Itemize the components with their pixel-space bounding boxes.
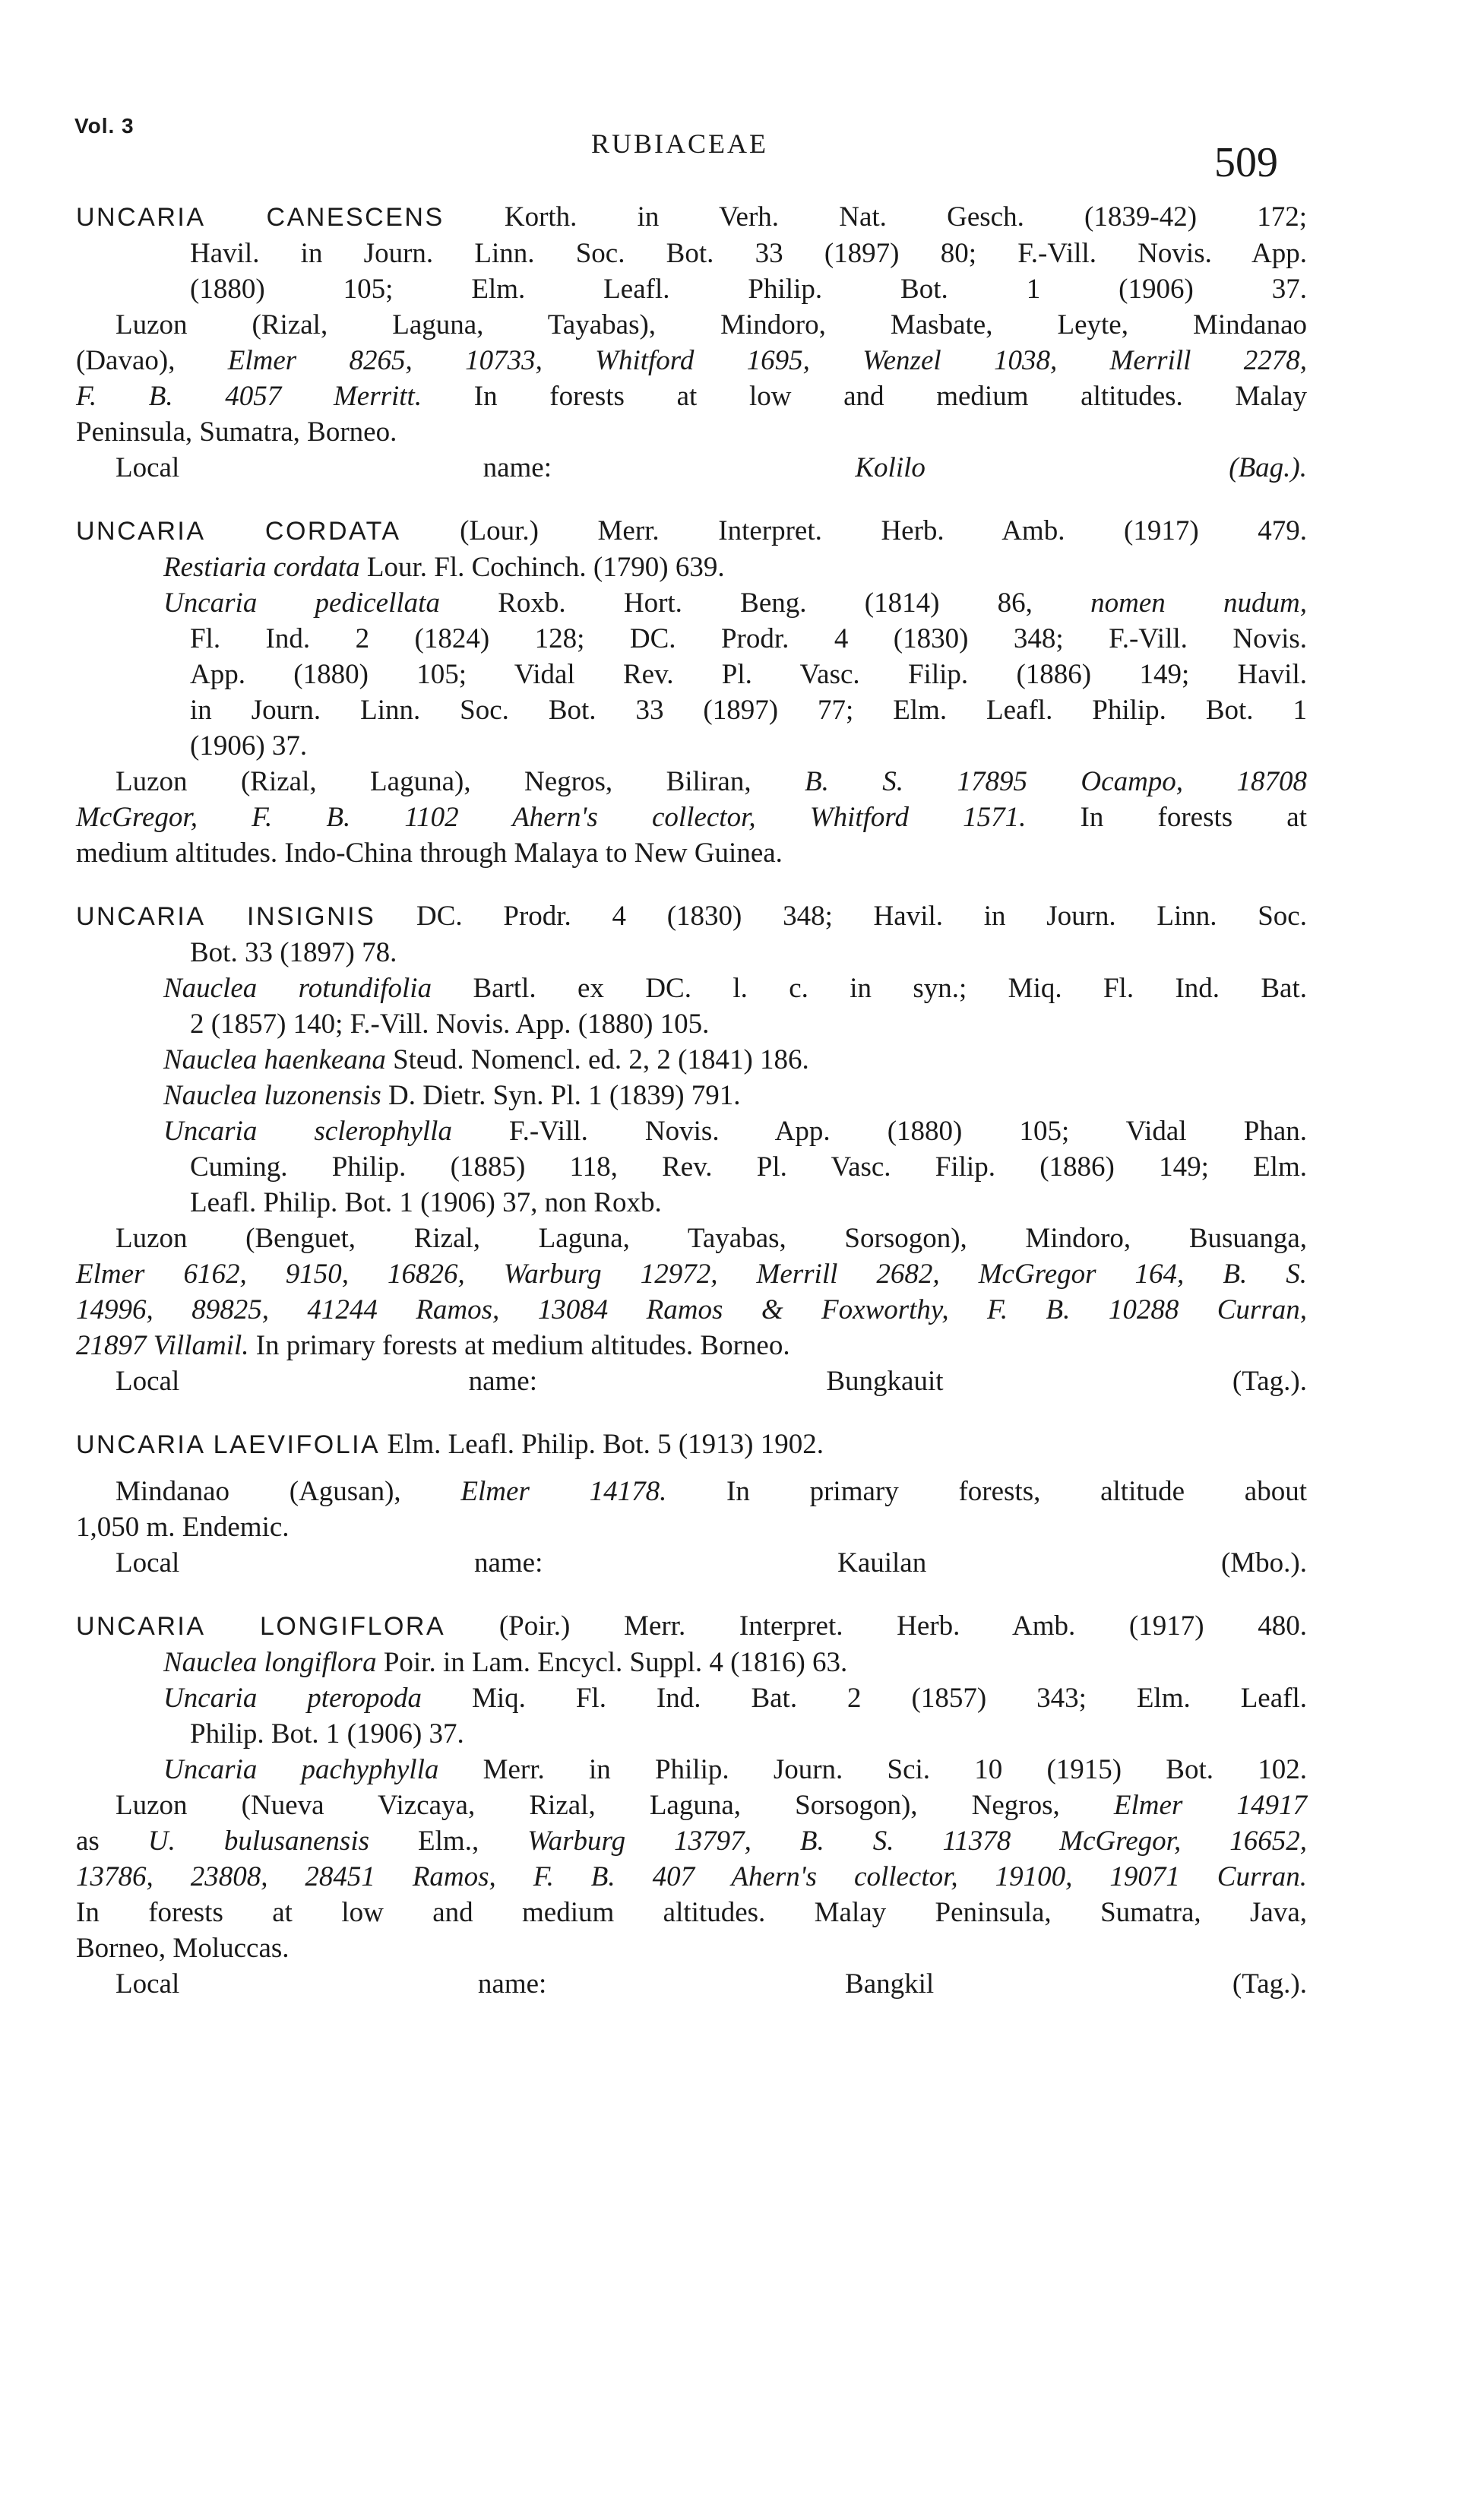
synonym-line	[76, 1680, 1307, 1716]
text-segment: Luzon (Rizal, Laguna), Negros, Biliran,	[115, 766, 805, 797]
text-segment: (Davao),	[76, 345, 228, 376]
italic-text: Elmer 8265, 10733, Whitford 1695, Wenzel 1038, Merrill 2278,	[227, 345, 1307, 376]
text-segment: In primary forests, altitude about	[666, 1476, 1307, 1507]
italic-text: Kolilo (Bag.).	[855, 452, 1307, 483]
local-name-line	[76, 450, 1307, 486]
text-line	[76, 1788, 1307, 1823]
species-entry	[76, 199, 1307, 486]
volume-label: Vol. 3	[74, 114, 134, 138]
italic-text: Uncaria pedicellata	[163, 587, 440, 619]
italic-text: nomen nudum,	[1090, 587, 1307, 619]
italic-text: U. bulusanensis	[147, 1826, 370, 1857]
text-line: 1,050 m. Endemic.	[76, 1512, 290, 1543]
italic-text: Nauclea rotundifolia	[163, 973, 432, 1004]
synonym-line	[76, 971, 1307, 1006]
species-name: UNCARIA INSIGNIS	[76, 902, 376, 931]
species-entry	[76, 1427, 1307, 1581]
italic-text: 13786, 23808, 28451 Ramos, F. B. 407 Ahern's collector, 19100, 19071 Curran.	[76, 1861, 1307, 1892]
species-heading	[76, 1608, 1307, 1645]
local-name-line: Local name: Bungkauit (Tag.).	[115, 1366, 1307, 1397]
text-line: Luzon (Rizal, Laguna, Tayabas), Mindoro, Masbate, Leyte, Mindanao	[115, 309, 1307, 340]
citation: Elm. Leafl. Philip. Bot. 5 (1913) 1902.	[380, 1429, 824, 1460]
species-entry	[76, 898, 1307, 1399]
text-line: 2 (1857) 140; F.-Vill. Novis. App. (1880) 105.	[190, 1009, 710, 1040]
text-line: In forests at low and medium altitudes. Malay Peninsula, Sumatra, Java,	[76, 1897, 1307, 1928]
text-line: medium altitudes. Indo-China through Malaya to New Guinea.	[76, 838, 783, 869]
text-line: Fl. Ind. 2 (1824) 128; DC. Prodr. 4 (1830) 348; F.-Vill. Novis.	[190, 623, 1307, 654]
text-line: Bot. 33 (1897) 78.	[190, 937, 397, 968]
text-line	[76, 343, 1307, 378]
text-segment: F.-Vill. Novis. App. (1880) 105; Vidal Phan.	[451, 1116, 1307, 1147]
text-segment: Miq. Fl. Ind. Bat. 2 (1857) 343; Elm. Leafl.	[422, 1683, 1307, 1714]
italic-text: Uncaria sclerophylla	[163, 1116, 452, 1147]
italic-text: B. S. 17895 Ocampo, 18708	[805, 766, 1307, 797]
italic-text: McGregor, F. B. 1102 Ahern's collector, Whitford 1571.	[76, 802, 1027, 833]
text-segment: In primary forests at medium altitudes. Borneo.	[248, 1330, 790, 1361]
species-name: UNCARIA CANESCENS	[76, 203, 445, 232]
text-line	[76, 378, 1307, 414]
italic-text: Uncaria pachyphylla	[163, 1754, 439, 1785]
italic-text: Elmer 14178.	[460, 1476, 667, 1507]
text-segment: Lour. Fl. Cochinch. (1790) 639.	[359, 552, 725, 583]
species-heading	[76, 898, 1307, 935]
text-segment: Merr. in Philip. Journ. Sci. 10 (1915) Bot. 102.	[438, 1754, 1307, 1785]
species-name: UNCARIA LAEVIFOLIA	[76, 1430, 381, 1459]
text-segment: Poir. in Lam. Encycl. Suppl. 4 (1816) 63.	[376, 1647, 848, 1678]
page-body	[76, 199, 1307, 2029]
italic-text: Nauclea longiflora	[163, 1647, 377, 1678]
running-title: RUBIACEAE	[591, 128, 768, 159]
italic-text: Nauclea luzonensis	[163, 1080, 381, 1111]
italic-text: Elmer 6162, 9150, 16826, Warburg 12972, Merrill 2682, McGregor 164, B. S.	[76, 1259, 1307, 1290]
text-line: (1906) 37.	[190, 730, 308, 762]
text-line	[76, 1328, 1307, 1363]
text-segment: In forests at	[1026, 802, 1307, 833]
species-heading	[76, 1427, 1307, 1463]
species-heading	[76, 513, 1307, 549]
text-segment: Elm.,	[369, 1826, 528, 1857]
species-heading	[76, 199, 1307, 236]
synonym-line	[76, 1645, 1307, 1680]
species-entry	[76, 513, 1307, 871]
synonym-line	[76, 585, 1307, 621]
text-line	[76, 1474, 1307, 1509]
local-name-line: Local name: Kauilan (Mbo.).	[115, 1547, 1307, 1579]
citation: Korth. in Verh. Nat. Gesch. (1839-42) 172;	[444, 201, 1307, 233]
species-name: UNCARIA CORDATA	[76, 517, 401, 546]
text-line: (1880) 105; Elm. Leafl. Philip. Bot. 1 (1906) 37.	[190, 274, 1307, 305]
text-line: Peninsula, Sumatra, Borneo.	[76, 416, 397, 448]
text-line	[76, 1292, 1307, 1328]
species-entry	[76, 1608, 1307, 2002]
text-segment: Local name:	[115, 452, 856, 483]
text-line: Philip. Bot. 1 (1906) 37.	[190, 1718, 464, 1750]
text-line	[76, 764, 1307, 800]
text-line: Borneo, Moluccas.	[76, 1933, 290, 1964]
synonym-line	[76, 1078, 1307, 1113]
species-name: UNCARIA LONGIFLORA	[76, 1612, 446, 1641]
text-line: Luzon (Benguet, Rizal, Laguna, Tayabas, Sorsogon), Mindoro, Busuanga,	[115, 1223, 1307, 1254]
text-segment: In forests at low and medium altitudes. Malay	[422, 381, 1307, 412]
text-line: Leafl. Philip. Bot. 1 (1906) 37, non Roxb.	[190, 1187, 662, 1218]
citation: (Lour.) Merr. Interpret. Herb. Amb. (1917) 479.	[400, 515, 1307, 546]
text-segment: Roxb. Hort. Beng. (1814) 86,	[439, 587, 1091, 619]
text-segment: Luzon (Nueva Vizcaya, Rizal, Laguna, Sorsogon), Negros,	[115, 1790, 1114, 1821]
synonym-line	[76, 1042, 1307, 1078]
text-segment: D. Dietr. Syn. Pl. 1 (1839) 791.	[381, 1080, 741, 1111]
text-line: App. (1880) 105; Vidal Rev. Pl. Vasc. Filip. (1886) 149; Havil.	[190, 659, 1307, 690]
italic-text: Elmer 14917	[1113, 1790, 1307, 1821]
local-name-line: Local name: Bangkil (Tag.).	[115, 1968, 1307, 2000]
text-segment: as	[76, 1826, 148, 1857]
synonym-line	[76, 1113, 1307, 1149]
synonym-line	[76, 1752, 1307, 1788]
text-line	[76, 800, 1307, 835]
text-line	[76, 1823, 1307, 1859]
text-line: Havil. in Journ. Linn. Soc. Bot. 33 (1897) 80; F.-Vill. Novis. App.	[190, 238, 1307, 269]
text-line: in Journ. Linn. Soc. Bot. 33 (1897) 77; Elm. Leafl. Philip. Bot. 1	[190, 695, 1307, 726]
page-number: 509	[1214, 139, 1278, 186]
citation: (Poir.) Merr. Interpret. Herb. Amb. (1917) 480.	[445, 1610, 1307, 1642]
italic-text: Restiaria cordata	[163, 552, 360, 583]
text-segment: Bartl. ex DC. l. c. in syn.; Miq. Fl. Ind. Bat.	[432, 973, 1307, 1004]
italic-text: F. B. 4057 Merritt.	[76, 381, 422, 412]
text-segment: Steud. Nomencl. ed. 2, 2 (1841) 186.	[385, 1044, 809, 1075]
text-line	[76, 1256, 1307, 1292]
italic-text: 21897 Villamil.	[76, 1330, 249, 1361]
text-line	[76, 1859, 1307, 1895]
italic-text: Warburg 13797, B. S. 11378 McGregor, 16652,	[527, 1826, 1307, 1857]
citation: DC. Prodr. 4 (1830) 348; Havil. in Journ. Linn. Soc.	[375, 901, 1307, 932]
text-segment: Mindanao (Agusan),	[115, 1476, 461, 1507]
synonym-line	[76, 549, 1307, 585]
text-line: Cuming. Philip. (1885) 118, Rev. Pl. Vasc. Filip. (1886) 149; Elm.	[190, 1151, 1307, 1183]
italic-text: Uncaria pteropoda	[163, 1683, 422, 1714]
italic-text: Nauclea haenkeana	[163, 1044, 386, 1075]
italic-text: 14996, 89825, 41244 Ramos, 13084 Ramos & Foxworthy, F. B. 10288 Curran,	[76, 1294, 1307, 1325]
